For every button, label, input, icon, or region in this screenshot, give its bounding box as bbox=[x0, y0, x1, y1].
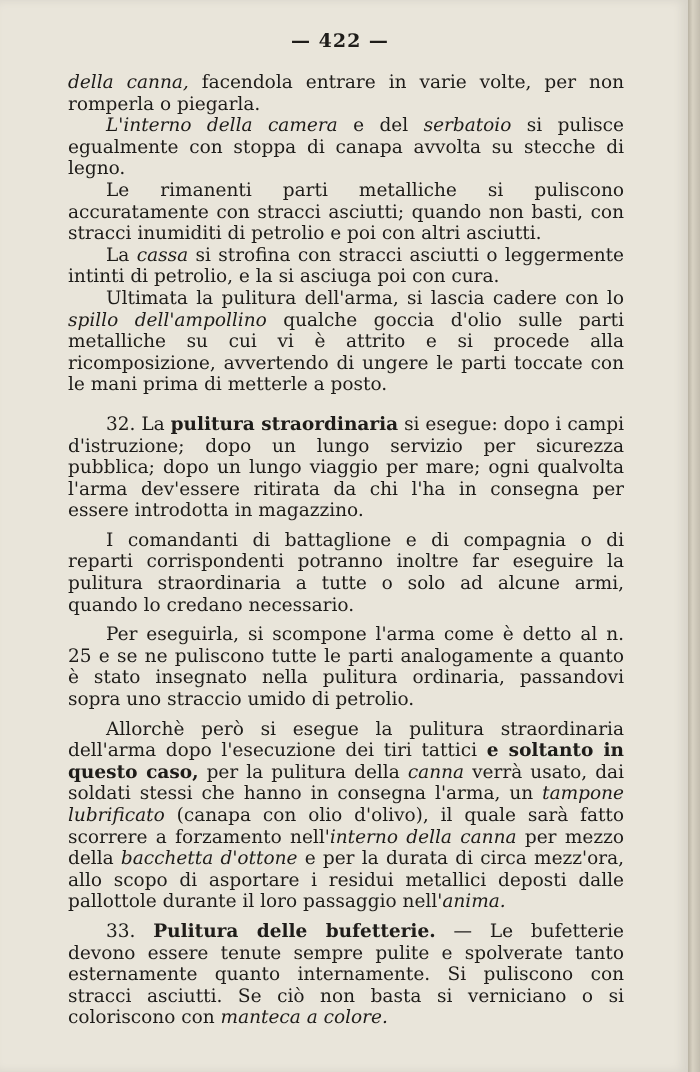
page-body bbox=[68, 72, 624, 1029]
bold-phrase: e soltanto in questo caso, bbox=[68, 740, 624, 783]
italic-phrase: della canna, bbox=[68, 72, 189, 93]
italic-phrase: manteca a colore. bbox=[220, 1007, 388, 1029]
paragraph-text: 32. La bbox=[106, 413, 171, 435]
paragraph-text: si pulisce egualmente con stoppa di canapa avvolta su stecche di legno. bbox=[68, 115, 624, 180]
paragraph-1 bbox=[68, 72, 624, 115]
italic-phrase: L'interno della camera bbox=[106, 115, 338, 137]
paragraph-text: Per eseguirla, si scompone l'arma come è detto al n. 25 e se ne puliscono tutte le parti analogamente a quanto è stato insegnato nella pulitura ordinaria, passandovi sopra uno straccio umido di petrolio. bbox=[68, 624, 624, 711]
italic-phrase: serbatoio bbox=[423, 115, 512, 137]
italic-phrase: spillo dell'ampollino bbox=[68, 309, 267, 331]
paragraph-text: si esegue: dopo i campi d'istruzione; dopo un lungo servizio per sicurezza pubblica; dopo un lungo viaggio per mare; ogni qualvolta l'arma dev'essere ritirata da chi l'ha in consegna per essere introdotta in magazzino. bbox=[68, 413, 625, 522]
paragraph-text: e per la durata di circa mezz'ora, allo scopo di asportare i residui metallici deposti dalle pallottole durante il loro passaggio nell' bbox=[68, 848, 625, 913]
page-number: — 422 — bbox=[291, 30, 389, 52]
paragraph-text: La bbox=[106, 244, 137, 266]
paragraph-8 bbox=[68, 624, 624, 710]
page-edge bbox=[688, 0, 700, 1072]
paragraph-text: Allorchè però si esegue la pulitura straordinaria dell'arma dopo l'esecuzione dei tiri tattici bbox=[68, 718, 624, 762]
paragraph-text: per mezzo della bbox=[68, 826, 624, 870]
paragraph-text: I comandanti di battaglione e di compagnia o di reparti corrispondenti potranno inoltre far eseguire la pulitura straordinaria a tutte o solo ad alcune armi, quando lo credano necessario. bbox=[68, 529, 624, 616]
italic-phrase: bacchetta d'ottone bbox=[120, 848, 298, 870]
paragraph-text: qualche goccia d'olio sulle parti metalliche su cui vi è attrito e si procede alla ricomposizione, avvertendo di ungere le parti toccate con le mani prima di metterle a posto. bbox=[68, 309, 624, 396]
italic-phrase: interno della canna bbox=[329, 826, 517, 848]
paragraph-4 bbox=[68, 245, 624, 288]
paragraph-section-32 bbox=[68, 414, 624, 522]
paragraph-text: si strofina con stracci asciutti o leggermente intinti di petrolio, e la si asciuga poi con cura. bbox=[68, 244, 624, 288]
paragraph-text: facendola entrare in varie volte, per non romperla o piegarla. bbox=[68, 72, 624, 115]
paragraph-text: (canapa con olio d'olivo), il quale sarà fatto scorrere a forzamento nell' bbox=[68, 805, 624, 848]
paragraph-text: per la pulitura della bbox=[198, 761, 408, 783]
paragraph-9 bbox=[68, 719, 624, 913]
italic-phrase: canna bbox=[407, 761, 465, 783]
italic-phrase: anima. bbox=[442, 891, 506, 913]
paragraph-text: — Le bufetterie devono essere tenute sempre pulite e spolverate tanto esternamente quanto internamente. Si puliscono con stracci asciutti. Se ciò non basta si verniciano o si coloriscono con bbox=[68, 920, 624, 1029]
paragraph-text: verrà usato, dai soldati stessi che hanno in consegna l'arma, un bbox=[68, 761, 625, 805]
paragraph-text: Ultimata la pulitura dell'arma, si lascia cadere con lo bbox=[106, 287, 624, 309]
bold-phrase: Pulitura delle bufetterie. bbox=[153, 920, 436, 942]
italic-phrase: cassa bbox=[136, 244, 189, 266]
paragraph-3 bbox=[68, 180, 624, 245]
bold-phrase: pulitura straordinaria bbox=[170, 413, 399, 435]
paragraph-text: 33. bbox=[106, 920, 154, 942]
paragraph-5 bbox=[68, 288, 624, 396]
paragraph-7 bbox=[68, 530, 624, 616]
paragraph-2 bbox=[68, 115, 624, 180]
paragraph-section-33 bbox=[68, 921, 624, 1029]
italic-phrase: tampone lubrificato bbox=[68, 783, 624, 826]
paragraph-text: e del bbox=[337, 115, 424, 137]
paragraph-text: Le rimanenti parti metalliche si puliscono accuratamente con stracci asciutti; quando non basti, con stracci inumiditi di petrolio e poi con altri asciutti. bbox=[68, 179, 624, 245]
